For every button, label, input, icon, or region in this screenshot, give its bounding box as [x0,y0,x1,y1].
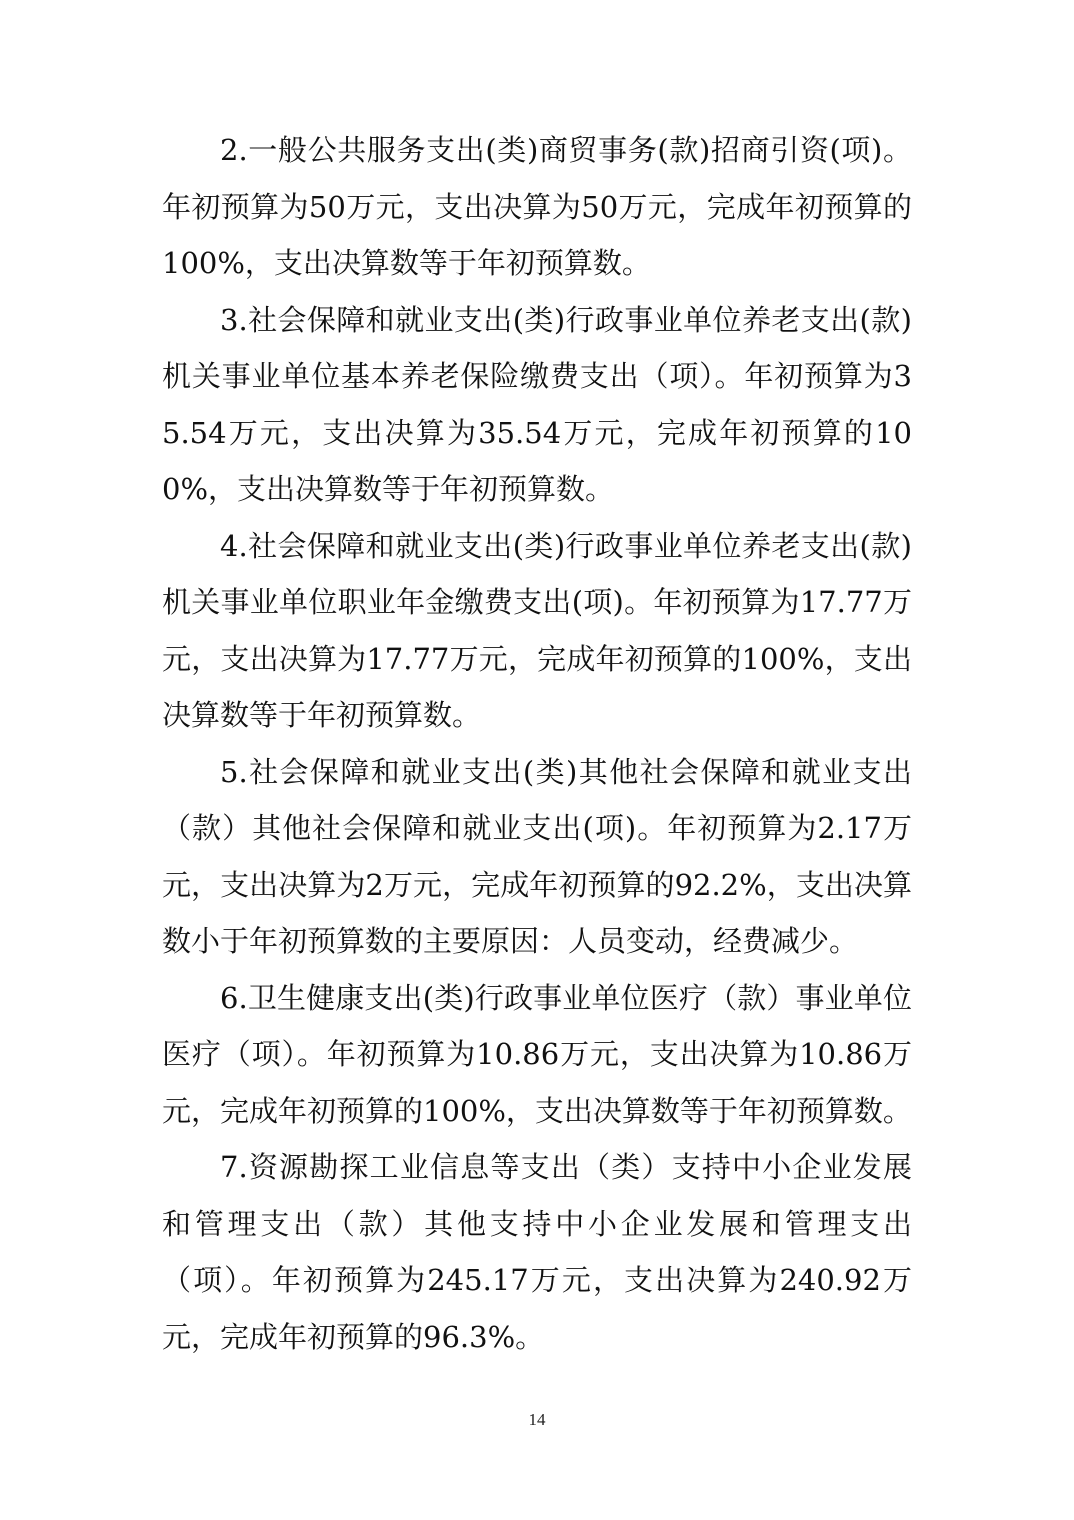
paragraph-item-4: 4.社会保障和就业支出(类)行政事业单位养老支出(款)机关事业单位职业年金缴费支出(项)。年初预算为17.77万元，支出决算为17.77万元，完成年初预算的100%，支出决算数等于年初预算数。 [162,528,912,732]
page-number: 14 [528,1410,546,1429]
paragraph-item-3: 3.社会保障和就业支出(类)行政事业单位养老支出(款)机关事业单位基本养老保险缴费支出（项）。年初预算为35.54万元，支出决算为35.54万元，完成年初预算的100%，支出决算数等于年初预算数。 [162,302,912,506]
paragraph-item-5: 5.社会保障和就业支出(类)其他社会保障和就业支出（款）其他社会保障和就业支出(项)。年初预算为2.17万元，支出决算为2万元，完成年初预算的92.2%，支出决算数小于年初预算数的主要原因：人员变动，经费减少。 [162,754,912,958]
document-body [162,122,912,1365]
paragraph-item-6: 6.卫生健康支出(类)行政事业单位医疗（款）事业单位医疗（项）。年初预算为10.86万元，支出决算为10.86万元，完成年初预算的100%，支出决算数等于年初预算数。 [162,980,912,1128]
paragraph-item-2: 2.一般公共服务支出(类)商贸事务(款)招商引资(项)。年初预算为50万元，支出决算为50万元，完成年初预算的100%，支出决算数等于年初预算数。 [162,133,912,280]
paragraph-item-7: 7.资源勘探工业信息等支出（类）支持中小企业发展和管理支出（款）其他支持中小企业发展和管理支出（项）。年初预算为245.17万元，支出决算为240.92万元，完成年初预算的96.3%。 [162,1150,912,1354]
